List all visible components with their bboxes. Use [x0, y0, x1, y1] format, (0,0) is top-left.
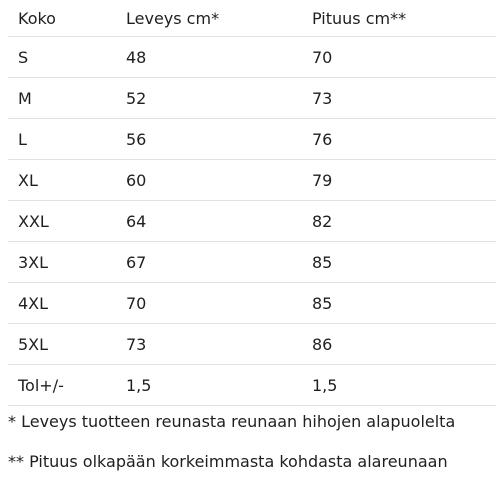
width-cell: 67 — [126, 242, 312, 283]
width-cell: 48 — [126, 37, 312, 78]
length-footnote: ** Pituus olkapään korkeimmasta kohdasta alareunaan — [8, 452, 448, 471]
table-row — [8, 160, 496, 201]
table-row — [8, 242, 496, 283]
length-cell: 70 — [312, 37, 496, 78]
width-cell: 1,5 — [126, 365, 312, 406]
width-cell: 60 — [126, 160, 312, 201]
column-header-width: Leveys cm* — [126, 0, 312, 37]
column-header-length: Pituus cm** — [312, 0, 496, 37]
length-cell: 85 — [312, 283, 496, 324]
size-cell: M — [8, 78, 126, 119]
size-cell: XXL — [8, 201, 126, 242]
table-row-tolerance — [8, 365, 496, 406]
size-cell: 4XL — [8, 283, 126, 324]
table-row — [8, 119, 496, 160]
size-cell: Tol+/- — [8, 365, 126, 406]
length-cell: 86 — [312, 324, 496, 365]
length-cell: 85 — [312, 242, 496, 283]
width-cell: 70 — [126, 283, 312, 324]
length-cell: 79 — [312, 160, 496, 201]
size-chart-table — [8, 0, 496, 406]
width-cell: 56 — [126, 119, 312, 160]
length-cell: 82 — [312, 201, 496, 242]
width-cell: 73 — [126, 324, 312, 365]
table-row — [8, 37, 496, 78]
table-row — [8, 201, 496, 242]
table-row — [8, 78, 496, 119]
table-row — [8, 283, 496, 324]
table-header-row — [8, 0, 496, 37]
width-cell: 64 — [126, 201, 312, 242]
size-cell: 3XL — [8, 242, 126, 283]
measurement-notes — [8, 412, 496, 472]
size-cell: XL — [8, 160, 126, 201]
width-footnote: * Leveys tuotteen reunasta reunaan hihojen alapuolelta — [8, 412, 456, 431]
size-cell: S — [8, 37, 126, 78]
length-cell: 1,5 — [312, 365, 496, 406]
table-row — [8, 324, 496, 365]
length-cell: 73 — [312, 78, 496, 119]
width-cell: 52 — [126, 78, 312, 119]
size-cell: L — [8, 119, 126, 160]
size-cell: 5XL — [8, 324, 126, 365]
length-cell: 76 — [312, 119, 496, 160]
column-header-size: Koko — [8, 0, 126, 37]
